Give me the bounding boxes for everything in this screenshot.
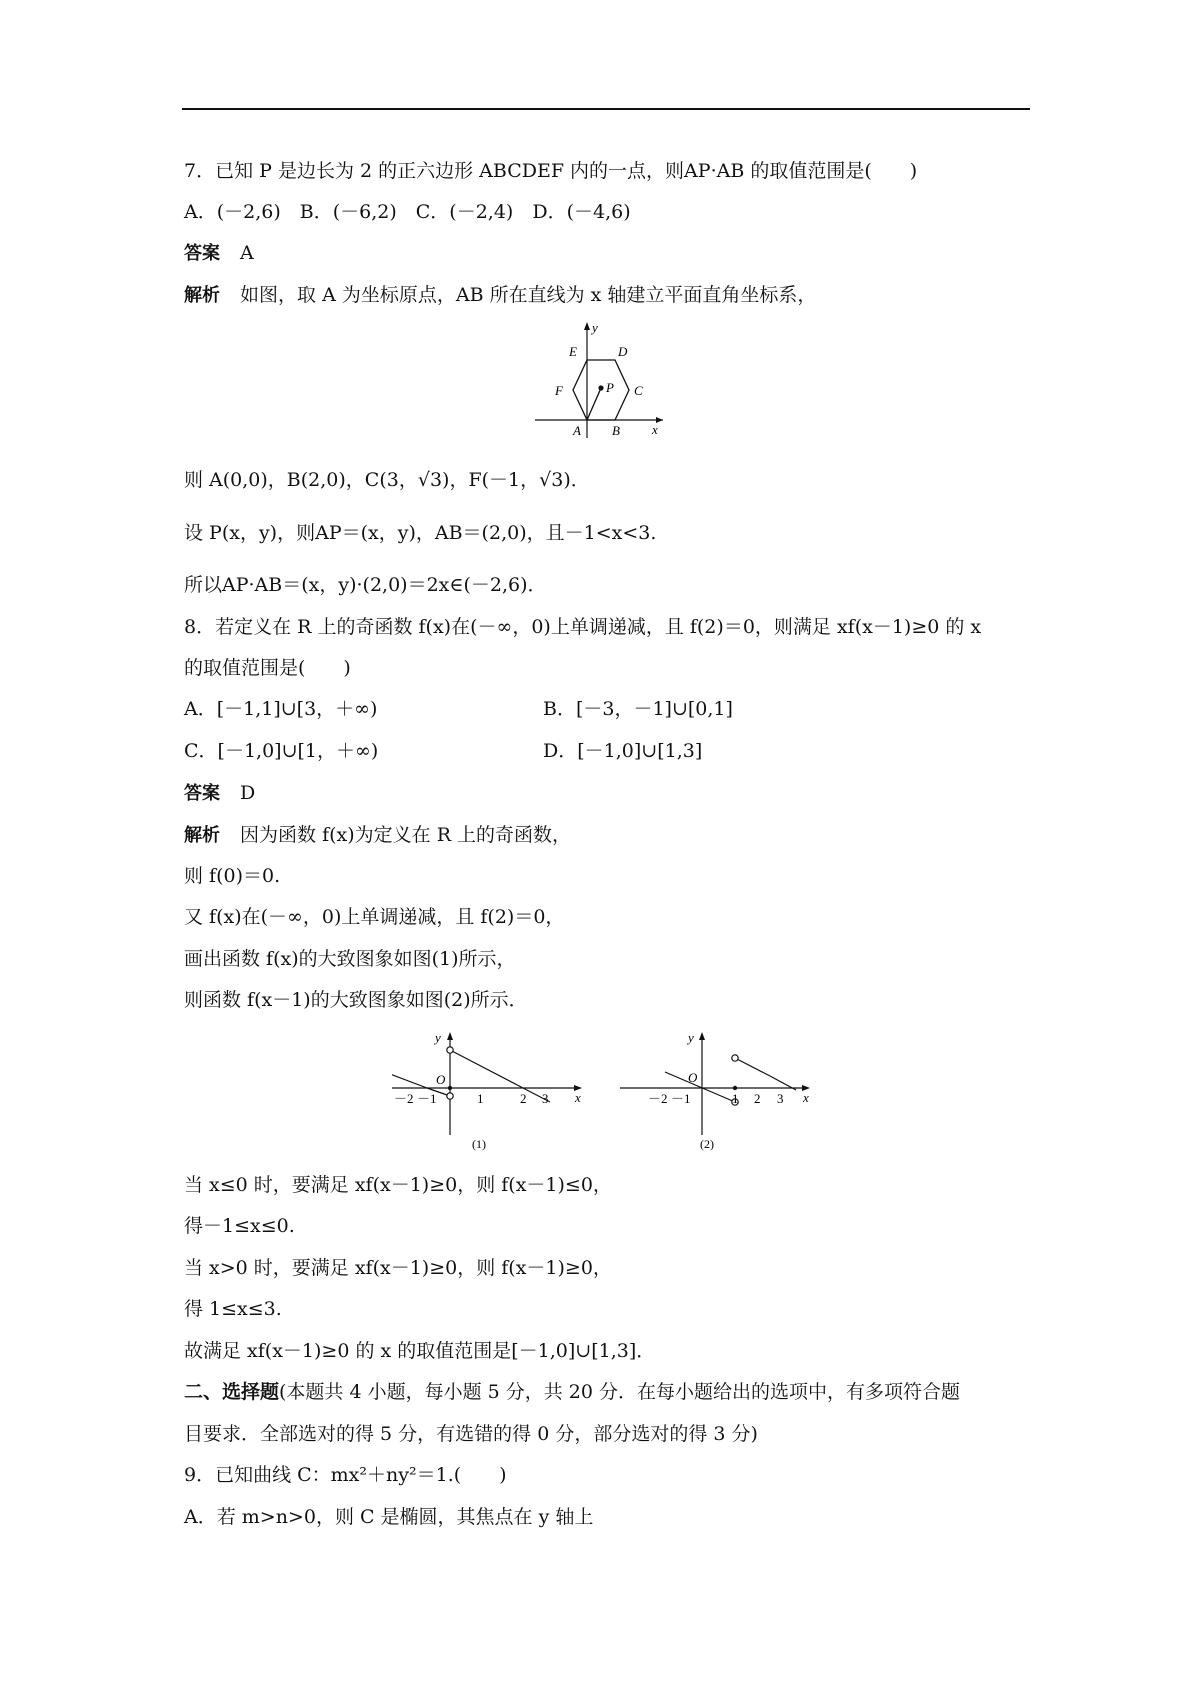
graph2-axis-y: y	[688, 1030, 694, 1045]
q8-analysis-1	[184, 822, 571, 849]
graph2-tick: －1	[671, 1091, 691, 1106]
q9-option-a: A．若 m>n>0，则 C 是椭圆，其焦点在 y 轴上	[184, 1506, 594, 1528]
graph2-tick: －2	[648, 1091, 668, 1106]
q7-options: A．(－2,6) B．(－6,2) C．(－2,4) D．(－4,6)	[184, 201, 631, 223]
graph1-tick: 1	[477, 1091, 484, 1106]
q8-analysis-3: 又 f(x)在(－∞，0)上单调递减，且 f(2)＝0，	[184, 906, 565, 928]
header-rule	[182, 108, 1030, 110]
q7-step3: 所以AP·AB＝(x，y)·(2,0)＝2x∈(－2,6)．	[184, 574, 547, 596]
section2-desc-2: 目要求．全部选对的得 5 分，有选错的得 0 分，部分选对的得 3 分)	[184, 1423, 758, 1445]
q8-analysis-8: 当 x>0 时，要满足 xf(x－1)≥0，则 f(x－1)≥0，	[184, 1257, 612, 1279]
graph-fx-minus-1	[620, 1030, 820, 1155]
hex-label-C: C	[634, 383, 643, 398]
graph2-origin: O	[688, 1070, 698, 1085]
q8-analysis-10: 故满足 xf(x－1)≥0 的 x 的取值范围是[－1,0]∪[1,3]．	[184, 1340, 656, 1362]
q7-analysis-intro	[184, 282, 816, 309]
q7-answer	[184, 240, 254, 267]
hex-axis-x: x	[652, 422, 658, 437]
graph1-caption: (1)	[472, 1137, 486, 1151]
q8-analysis-6: 当 x≤0 时，要满足 xf(x－1)≥0，则 f(x－1)≤0，	[184, 1174, 612, 1196]
q8-option-c: C．[－1,0]∪[1，＋∞)	[184, 740, 379, 762]
hex-label-D: D	[618, 344, 628, 359]
q9-stem: 9．已知曲线 C：mx²＋ny²＝1.( )	[184, 1464, 507, 1486]
q8-stem-2: 的取值范围是( )	[184, 657, 351, 679]
q8-answer	[184, 780, 255, 807]
q7-step2: 设 P(x，y)，则AP＝(x，y)，AB＝(2,0)，且－1<x<3.	[184, 522, 657, 544]
graph1-tick: －2	[394, 1091, 414, 1106]
hex-label-F: F	[555, 383, 563, 398]
answer-value: D	[240, 782, 256, 804]
answer-label: 答案	[184, 783, 220, 804]
answer-label: 答案	[184, 243, 220, 264]
analysis-label: 解析	[184, 285, 220, 306]
section2-title: 二、选择题	[184, 1381, 280, 1403]
graph2-tick: 3	[777, 1091, 784, 1106]
graph1-tick: －1	[417, 1091, 437, 1106]
graph-fx	[392, 1030, 592, 1155]
graph1-axis-y: y	[435, 1030, 441, 1045]
graph2-tick: 1	[732, 1091, 739, 1106]
q8-option-b: B．[－3，－1]∪[0,1]	[543, 698, 733, 720]
q8-analysis-9: 得 1≤x≤3.	[184, 1298, 282, 1320]
q8-option-a: A．[－1,1]∪[3，＋∞)	[184, 698, 378, 720]
q8-option-d: D．[－1,0]∪[1,3]	[543, 740, 703, 762]
graph2-axis-x: x	[803, 1090, 809, 1105]
hex-label-E: E	[569, 344, 577, 359]
graph1-axis-x: x	[575, 1090, 581, 1105]
answer-value: A	[240, 242, 254, 264]
graph2-caption: (2)	[700, 1137, 714, 1151]
q8-analysis-4: 画出函数 f(x)的大致图象如图(1)所示，	[184, 948, 516, 970]
q8-stem-1: 8．若定义在 R 上的奇函数 f(x)在(－∞，0)上单调递减，且 f(2)＝0，则满足 xf(x－1)≥0 的 x	[184, 616, 982, 638]
graph1-origin: O	[436, 1072, 446, 1087]
analysis-text: 因为函数 f(x)为定义在 R 上的奇函数，	[240, 824, 572, 846]
q8-analysis-7: 得－1≤x≤0.	[184, 1215, 295, 1237]
section2-desc: (本题共 4 小题，每小题 5 分，共 20 分．在每小题给出的选项中，有多项符合题	[279, 1381, 961, 1403]
hexagon-figure	[535, 320, 675, 442]
graph1-tick: 2	[520, 1091, 527, 1106]
section2-heading	[184, 1379, 960, 1405]
analysis-label: 解析	[184, 825, 220, 846]
hex-label-B: B	[612, 423, 620, 438]
q7-stem: 7．已知 P 是边长为 2 的正六边形 ABCDEF 内的一点，则AP·AB 的取值范围是( )	[184, 160, 918, 182]
q8-analysis-5: 则函数 f(x－1)的大致图象如图(2)所示．	[184, 989, 528, 1011]
hex-label-A: A	[573, 423, 581, 438]
analysis-text: 如图，取 A 为坐标原点，AB 所在直线为 x 轴建立平面直角坐标系，	[240, 284, 817, 306]
q7-step1: 则 A(0,0)，B(2,0)，C(3，√3)，F(－1，√3)．	[184, 469, 590, 491]
graph2-tick: 2	[754, 1091, 761, 1106]
graph1-tick: 3	[542, 1091, 549, 1106]
hex-axis-y: y	[592, 320, 598, 335]
q8-analysis-2: 则 f(0)＝0.	[184, 865, 281, 887]
hex-label-P: P	[606, 380, 614, 395]
